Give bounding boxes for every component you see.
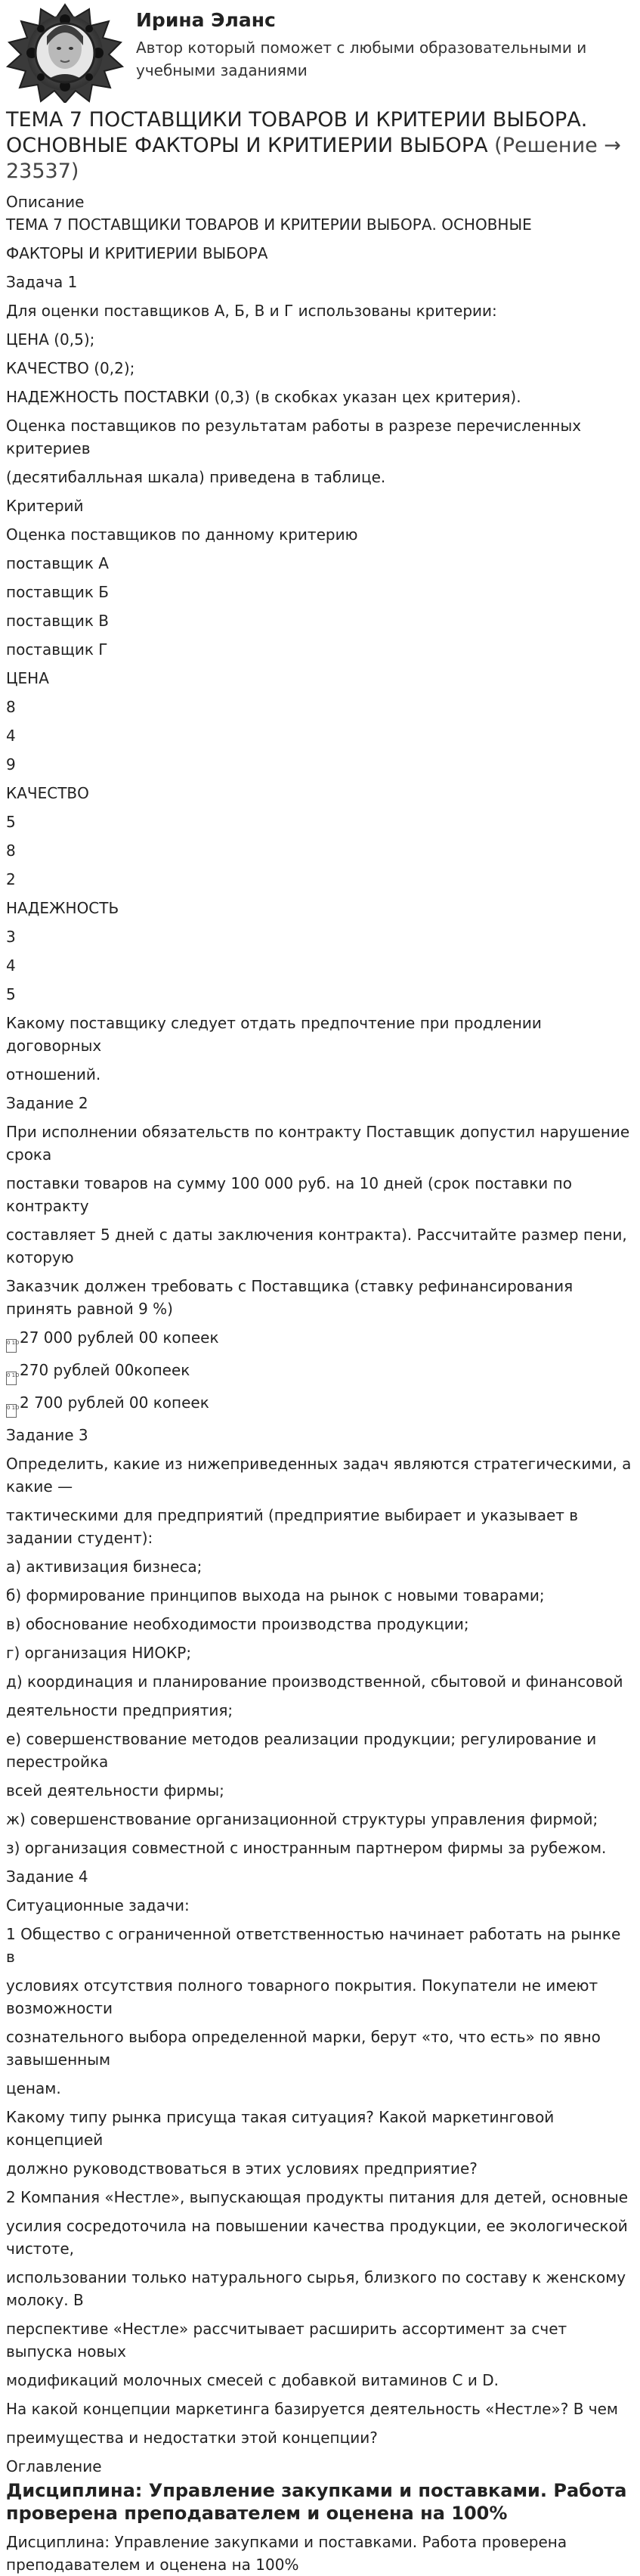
description-line-text: должно руководствоваться в этих условиях предприятие? <box>6 2159 478 2178</box>
description-line <box>6 1092 634 1114</box>
missing-glyph-icon: 0 1D <box>6 1404 17 1418</box>
description-line-text: 2 Компания «Нестле», выпускающая продукты питания для детей, основные <box>6 2188 629 2206</box>
description-line <box>6 299 634 322</box>
description-line-text: 8 <box>6 842 16 860</box>
description-line <box>6 2077 634 2100</box>
missing-glyph-icon: 0 1D <box>6 1339 17 1353</box>
description-line-text: отношений. <box>6 1065 101 1083</box>
description-line-text: е) совершенствование методов реализации продукции; регулирование и перестройка <box>6 1730 597 1771</box>
description-line-text: 27 000 рублей 00 копеек <box>20 1328 219 1347</box>
description-line-text: б) формирование принципов выхода на рынок с новыми товарами; <box>6 1586 545 1604</box>
description-line-text: Оценка поставщиков по данному критерию <box>6 525 358 544</box>
description-line-text: НАДЕЖНОСТЬ <box>6 899 119 917</box>
description-line <box>6 954 634 977</box>
author-name[interactable]: Ирина Эланс <box>136 9 276 31</box>
description-line-text: ЦЕНА (0,5); <box>6 330 95 349</box>
description-line-text: усилия сосредоточила на повышении качества продукции, ее экологической чистоте, <box>6 2217 628 2258</box>
description-line <box>6 1452 634 1498</box>
description-line <box>6 667 634 690</box>
description-body <box>6 213 634 2449</box>
description-line-text: ЦЕНА <box>6 669 49 687</box>
description-line <box>6 552 634 575</box>
description-line <box>6 2186 634 2209</box>
description-line <box>6 2157 634 2180</box>
description-line-text: а) активизация бизнеса; <box>6 1558 203 1576</box>
description-line-text: Задача 1 <box>6 273 78 291</box>
description-line <box>6 357 634 380</box>
description-line <box>6 2215 634 2260</box>
description-line <box>6 386 634 408</box>
description-line-text: Определить, какие из нижеприведенных задач являются стратегическими, а какие — <box>6 1455 632 1496</box>
description-line-text: всей деятельности фирмы; <box>6 1781 224 1799</box>
description-line-text: 270 рублей 00копеек <box>20 1361 190 1379</box>
description-line <box>6 1728 634 1773</box>
description-line-text: Ситуационные задачи: <box>6 1896 190 1914</box>
work-title <box>6 107 633 184</box>
description-line <box>6 1641 634 1664</box>
description-line-text: 3 <box>6 928 16 946</box>
description-line <box>6 983 634 1006</box>
description-line <box>6 1670 634 1693</box>
description-line-text: Задание 3 <box>6 1426 88 1444</box>
author-card <box>6 0 634 107</box>
description-line <box>6 1808 634 1830</box>
description-line-text: ж) совершенствование организационной структуры управления фирмой; <box>6 1810 598 1828</box>
description-line-text: д) координация и планирование производственной, сбытовой и финансовой <box>6 1672 623 1691</box>
description-line-text: модификаций молочных смесей с добавкой витаминов С и D. <box>6 2371 499 2389</box>
description-line <box>6 724 634 747</box>
description-line-text: 5 <box>6 813 16 831</box>
description-line-text: тактическими для предприятий (предприятие выбирает и указывает в задании студент): <box>6 1506 579 1547</box>
description-line <box>6 696 634 718</box>
solution-number: (Решение → 23537) <box>6 134 621 183</box>
description-line <box>6 1555 634 1578</box>
description-line-text: Какому поставщику следует отдать предпочтение при продлении договорных <box>6 1014 542 1055</box>
description-line-text: 1 Общество с ограниченной ответственностью начинает работать на рынке в <box>6 1925 621 1966</box>
description-line <box>6 2106 634 2151</box>
description-line-text: деятельности предприятия; <box>6 1701 233 1719</box>
description-line-text: НАДЕЖНОСТЬ ПОСТАВКИ (0,3) (в скобках указан цех критерия). <box>6 388 521 406</box>
description-line <box>6 609 634 632</box>
description-line <box>6 414 634 460</box>
description-line <box>6 638 634 661</box>
description-line <box>6 1359 634 1385</box>
description-line-text: 9 <box>6 755 16 773</box>
description-line-text: 2 <box>6 870 16 888</box>
author-description: Автор который поможет с любыми образовательными и учебными заданиями <box>136 39 587 79</box>
description-line <box>6 1699 634 1722</box>
description-line-text: г) организация НИОКР; <box>6 1644 192 1662</box>
description-line <box>6 2398 634 2420</box>
description-line <box>6 1894 634 1917</box>
description-line-text: КАЧЕСТВО (0,2); <box>6 359 135 377</box>
description-line <box>6 1063 634 1086</box>
description-line <box>6 2266 634 2311</box>
description-line-text: в) обоснование необходимости производства продукции; <box>6 1615 469 1633</box>
description-line <box>6 466 634 488</box>
discipline-text: Дисциплина: Управление закупками и поставками. Работа проверена преподавателем и оценена на 100% <box>6 2533 567 2574</box>
toc-label: Оглавление <box>6 2457 102 2475</box>
description-line <box>6 925 634 948</box>
description-line-text: Для оценки поставщиков А, Б, В и Г использованы критерии: <box>6 302 497 320</box>
description-line <box>6 2026 634 2071</box>
description-line <box>6 494 634 517</box>
description-line-text: поставщик А <box>6 554 109 572</box>
description-line <box>6 1326 634 1353</box>
description-line-text: (десятибалльная шкала) приведена в таблице. <box>6 468 386 486</box>
description-line <box>6 839 634 862</box>
description-line <box>6 1391 634 1418</box>
description-line <box>6 1424 634 1446</box>
description-line <box>6 1974 634 2020</box>
description-label: Описание <box>6 193 85 211</box>
description-line <box>6 1613 634 1635</box>
description-line-text: поставки товаров на сумму 100 000 руб. на 10 дней (срок поставки по контракту <box>6 1174 572 1215</box>
description-line-text: Задание 4 <box>6 1868 88 1886</box>
description-line <box>6 811 634 833</box>
work-title-text: ТЕМА 7 ПОСТАВЩИКИ ТОВАРОВ И КРИТЕРИИ ВЫБОРА. ОСНОВНЫЕ ФАКТОРЫ И КРИТИЕРИИ ВЫБОРА <box>6 108 588 157</box>
description-line-text: При исполнении обязательств по контракту Поставщик допустил нарушение срока <box>6 1123 630 1164</box>
author-avatar[interactable] <box>5 3 125 103</box>
description-line-text: з) организация совместной с иностранным партнером фирмы за рубежом. <box>6 1839 607 1857</box>
description-line-text: Заказчик должен требовать с Поставщика (ставку рефинансирования принять равной 9 %) <box>6 1277 574 1318</box>
description-line <box>6 1223 634 1269</box>
description-line-text: 2 700 рублей 00 копеек <box>20 1393 209 1412</box>
author-info <box>136 3 604 82</box>
description-line <box>6 753 634 776</box>
description-line <box>6 1584 634 1607</box>
description-line <box>6 782 634 804</box>
description-line <box>6 1837 634 1859</box>
description-line <box>6 271 634 293</box>
description-line <box>6 2426 634 2449</box>
description-line <box>6 213 634 236</box>
description-line <box>6 1172 634 1217</box>
description-line <box>6 1923 634 1968</box>
description-line-text: перспективе «Нестле» рассчитывает расширить ассортимент за счет выпуска новых <box>6 2320 567 2361</box>
description-line-text: поставщик Б <box>6 583 109 601</box>
description-line-text: Оценка поставщиков по результатам работы в разрезе перечисленных критериев <box>6 417 582 457</box>
description-line-text: 5 <box>6 985 16 1003</box>
description-line-text: Критерий <box>6 497 84 515</box>
description-line-text: 8 <box>6 698 16 716</box>
description-line <box>6 1865 634 1888</box>
description-line <box>6 1121 634 1166</box>
description-line-text: поставщик В <box>6 612 109 630</box>
description-line-text: использовании только натурального сырья, близкого по составу к женскому молоку. В <box>6 2268 626 2309</box>
film-reel-avatar-icon <box>5 3 125 103</box>
description-line-text: преимущества и недостатки этой концепции? <box>6 2429 378 2447</box>
description-line <box>6 1504 634 1549</box>
description-line-text: составляет 5 дней с даты заключения контракта). Рассчитайте размер пени, которую <box>6 1226 627 1266</box>
description-line <box>6 242 634 265</box>
description-line-text: 4 <box>6 956 16 975</box>
description-line <box>6 523 634 546</box>
description-line-text: ФАКТОРЫ И КРИТИЕРИИ ВЫБОРА <box>6 244 268 262</box>
description-line <box>6 1275 634 1320</box>
description-line-text: поставщик Г <box>6 640 108 659</box>
description-line <box>6 581 634 603</box>
description-line <box>6 2317 634 2363</box>
description-line-text: 4 <box>6 727 16 745</box>
description-line <box>6 1012 634 1057</box>
description-line-text: Задание 2 <box>6 1094 88 1112</box>
discipline-heading: Дисциплина: Управление закупками и поставками. Работа проверена преподавателем и оценена на 100% <box>6 2480 627 2524</box>
description-line <box>6 897 634 919</box>
description-line <box>6 868 634 891</box>
description-line-text: Какому типу рынка присуща такая ситуация? Какой маркетинговой концепцией <box>6 2108 555 2149</box>
description-line-text: На какой концепции маркетинга базируется деятельность «Нестле»? В чем <box>6 2400 618 2418</box>
description-line-text: ценам. <box>6 2079 61 2097</box>
description-line-text: сознательного выбора определенной марки, берут «то, что есть» по явно завышенным <box>6 2028 601 2069</box>
description-line-text: условиях отсутствия полного товарного покрытия. Покупатели не имеют возможности <box>6 1976 598 2017</box>
description-line-text: КАЧЕСТВО <box>6 784 89 802</box>
description-line <box>6 2369 634 2392</box>
missing-glyph-icon: 0 1D <box>6 1372 17 1385</box>
description-line <box>6 328 634 351</box>
description-line <box>6 1779 634 1802</box>
description-line-text: ТЕМА 7 ПОСТАВЩИКИ ТОВАРОВ И КРИТЕРИИ ВЫБОРА. ОСНОВНЫЕ <box>6 215 532 234</box>
